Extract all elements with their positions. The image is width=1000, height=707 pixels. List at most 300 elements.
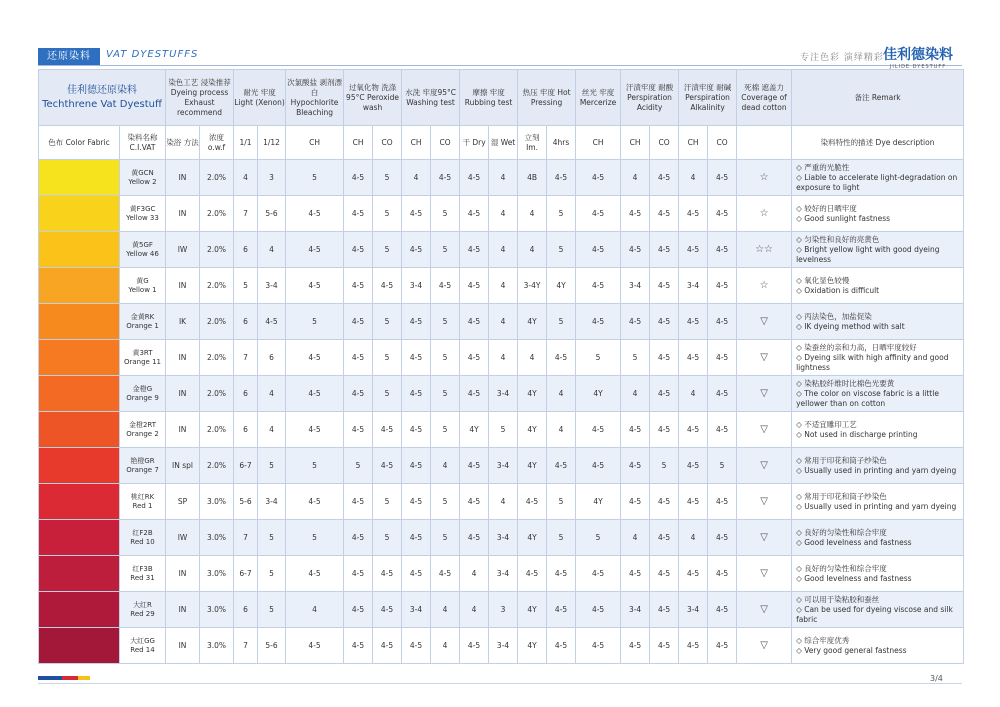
cell-per-ch: 4-5 xyxy=(344,304,373,340)
cell-alk-co: 4-5 xyxy=(708,628,737,664)
cell-l12: 5 xyxy=(258,556,286,592)
cell-dry: 4-5 xyxy=(460,448,489,484)
cell-h4: 4-5 xyxy=(547,448,576,484)
cell-conc: 3.0% xyxy=(200,556,234,592)
cell-wash-ch: 4-5 xyxy=(402,556,431,592)
cell-acid-ch: 4 xyxy=(621,160,650,196)
remark: ◇ 匀染性和良好的亮黄色 ◇ Bright yellow light with good dyeing levelness xyxy=(792,232,964,268)
header-perox: 过氧化物 洗涤95°C Peroxide wash xyxy=(344,70,402,126)
cell-acid-ch: 4-5 xyxy=(621,628,650,664)
cell-imm: 4Y xyxy=(518,520,547,556)
header-rub: 摩擦 牢度 Rubbing test xyxy=(460,70,518,126)
cell-per-ch: 4-5 xyxy=(344,484,373,520)
color-swatch-fill xyxy=(39,160,119,195)
cell-merc: 4-5 xyxy=(576,196,621,232)
color-swatch xyxy=(39,160,120,196)
cell-dry: 4 xyxy=(460,556,489,592)
subheader-color: 色布 Color Fabric xyxy=(39,126,120,160)
cell-imm: 4 xyxy=(518,232,547,268)
cell-wash-ch: 3-4 xyxy=(402,592,431,628)
cell-l1: 5 xyxy=(234,268,258,304)
cell-alk-co: 4-5 xyxy=(708,268,737,304)
cell-per-co: 5 xyxy=(373,232,402,268)
cell-per-ch: 4-5 xyxy=(344,232,373,268)
cell-dry: 4-5 xyxy=(460,160,489,196)
subheader-method: 染浴 方法 xyxy=(166,126,200,160)
remark: ◇ 染粘胶纤维时比棉色光要黄 ◇ The color on viscose fabric is a little yellower than on cotton xyxy=(792,376,964,412)
cell-l1: 6 xyxy=(234,232,258,268)
cell-h4: 4Y xyxy=(547,268,576,304)
cell-wash-co: 5 xyxy=(431,484,460,520)
color-swatch xyxy=(39,340,120,376)
cell-acid-co: 4-5 xyxy=(650,628,679,664)
cell-alk-co: 4-5 xyxy=(708,412,737,448)
cell-wet: 4 xyxy=(489,160,518,196)
cell-wash-ch: 4-5 xyxy=(402,412,431,448)
subheader-per-co: CO xyxy=(373,126,402,160)
color-swatch xyxy=(39,268,120,304)
cell-l1: 7 xyxy=(234,628,258,664)
dye-name: 金黄RK Orange 1 xyxy=(120,304,166,340)
cell-method: IN xyxy=(166,592,200,628)
cell-per-co: 4-5 xyxy=(373,592,402,628)
cell-wet: 3 xyxy=(489,592,518,628)
cell-dry: 4-5 xyxy=(460,484,489,520)
cell-merc: 4-5 xyxy=(576,412,621,448)
cell-acid-co: 4-5 xyxy=(650,304,679,340)
cell-method: IN spl xyxy=(166,448,200,484)
cell-per-co: 5 xyxy=(373,304,402,340)
cell-wash-co: 4 xyxy=(431,592,460,628)
coverage-rating: ▽ xyxy=(737,628,792,664)
cell-hypo: 4-5 xyxy=(286,412,344,448)
header-wash: 水洗 牢度95°C Washing test xyxy=(402,70,460,126)
color-swatch-fill xyxy=(39,592,119,627)
cell-h4: 4 xyxy=(547,412,576,448)
cell-alk-ch: 4-5 xyxy=(679,448,708,484)
header-process: 染色工艺 浸染推荐 Dyeing process Exhaust recommend xyxy=(166,70,234,126)
cell-imm: 4 xyxy=(518,196,547,232)
cell-acid-co: 4-5 xyxy=(650,520,679,556)
cell-hypo: 5 xyxy=(286,304,344,340)
table-row xyxy=(39,592,964,628)
cell-wash-ch: 4-5 xyxy=(402,520,431,556)
color-swatch xyxy=(39,232,120,268)
cell-h4: 5 xyxy=(547,520,576,556)
cell-acid-ch: 4-5 xyxy=(621,412,650,448)
coverage-rating: ☆ xyxy=(737,196,792,232)
subheader-wash-ch: CH xyxy=(402,126,431,160)
cell-alk-ch: 4-5 xyxy=(679,412,708,448)
brand-header: 佳利德还原染料 Techthrene Vat Dyestuff xyxy=(39,70,166,126)
cell-h4: 5 xyxy=(547,232,576,268)
cell-imm: 4Y xyxy=(518,376,547,412)
cell-imm: 3-4Y xyxy=(518,268,547,304)
subheader-wash-co: CO xyxy=(431,126,460,160)
remark: ◇ 丙法染色，加盐促染 ◇ IK dyeing method with salt xyxy=(792,304,964,340)
table-row xyxy=(39,376,964,412)
cell-method: IN xyxy=(166,340,200,376)
dye-name: 黄G Yellow 1 xyxy=(120,268,166,304)
dye-name: 黄GCN Yellow 2 xyxy=(120,160,166,196)
cell-alk-ch: 4-5 xyxy=(679,484,708,520)
cell-alk-ch: 3-4 xyxy=(679,592,708,628)
header-divider xyxy=(38,65,962,66)
cell-l12: 5 xyxy=(258,448,286,484)
cell-wash-ch: 4-5 xyxy=(402,196,431,232)
cell-conc: 2.0% xyxy=(200,412,234,448)
cell-h4: 4-5 xyxy=(547,340,576,376)
cell-alk-ch: 3-4 xyxy=(679,268,708,304)
cell-acid-co: 4-5 xyxy=(650,340,679,376)
cell-per-co: 4-5 xyxy=(373,412,402,448)
cell-wet: 3-4 xyxy=(489,376,518,412)
color-swatch xyxy=(39,592,120,628)
cell-wash-co: 5 xyxy=(431,520,460,556)
cell-alk-co: 4-5 xyxy=(708,376,737,412)
header-alk: 汗渍牢度 耐碱 Perspiration Alkalinity xyxy=(679,70,737,126)
cell-dry: 4-5 xyxy=(460,376,489,412)
table-row xyxy=(39,268,964,304)
cell-wash-co: 4-5 xyxy=(431,268,460,304)
cell-merc: 4-5 xyxy=(576,232,621,268)
color-swatch xyxy=(39,448,120,484)
cell-merc: 5 xyxy=(576,520,621,556)
cell-per-co: 4-5 xyxy=(373,556,402,592)
cell-wash-co: 5 xyxy=(431,196,460,232)
cell-h4: 4-5 xyxy=(547,160,576,196)
section-title: VAT DYESTUFFS xyxy=(106,49,199,60)
cell-dry: 4-5 xyxy=(460,304,489,340)
subheader-hypo: CH xyxy=(286,126,344,160)
color-swatch-fill xyxy=(39,448,119,483)
dye-fastness-table xyxy=(38,69,964,664)
cell-per-ch: 4-5 xyxy=(344,160,373,196)
cell-imm: 4Y xyxy=(518,592,547,628)
cell-per-ch: 4-5 xyxy=(344,376,373,412)
cell-acid-co: 4-5 xyxy=(650,412,679,448)
cell-l1: 5-6 xyxy=(234,484,258,520)
cell-per-ch: 4-5 xyxy=(344,556,373,592)
cell-wash-ch: 3-4 xyxy=(402,268,431,304)
cell-wash-ch: 4-5 xyxy=(402,376,431,412)
cell-method: IW xyxy=(166,232,200,268)
subheader-acid-ch: CH xyxy=(621,126,650,160)
cell-method: IN xyxy=(166,376,200,412)
remark: ◇ 常用于印花和筒子纱染色 ◇ Usually used in printing and yarn dyeing xyxy=(792,448,964,484)
cell-per-ch: 4-5 xyxy=(344,268,373,304)
dye-name: 红F2B Red 10 xyxy=(120,520,166,556)
cell-dry: 4-5 xyxy=(460,628,489,664)
cell-wash-co: 5 xyxy=(431,376,460,412)
subheader-l12: 1/12 xyxy=(258,126,286,160)
color-swatch xyxy=(39,376,120,412)
header-hypo: 次氯酸盐 剥剂漂白 Hypochlorite Bleaching xyxy=(286,70,344,126)
cell-wash-co: 4 xyxy=(431,628,460,664)
subheader-desc: 染料特性的描述 Dye description xyxy=(792,126,964,160)
subheader-per-ch: CH xyxy=(344,126,373,160)
cell-l1: 7 xyxy=(234,340,258,376)
cell-acid-ch: 4-5 xyxy=(621,304,650,340)
cell-per-ch: 4-5 xyxy=(344,628,373,664)
subheader-cover xyxy=(737,126,792,160)
footer-bar-red xyxy=(62,676,78,680)
cell-acid-co: 5 xyxy=(650,448,679,484)
remark: ◇ 良好的匀染性和综合牢度 ◇ Good levelness and fastness xyxy=(792,556,964,592)
color-swatch xyxy=(39,196,120,232)
cell-acid-co: 4-5 xyxy=(650,376,679,412)
remark: ◇ 综合牢度优秀 ◇ Very good general fastness xyxy=(792,628,964,664)
color-swatch xyxy=(39,484,120,520)
cell-l12: 4 xyxy=(258,232,286,268)
cell-wash-ch: 4-5 xyxy=(402,448,431,484)
header-acid: 汗渍牢度 耐酸 Perspiration Acidity xyxy=(621,70,679,126)
cell-alk-co: 4-5 xyxy=(708,484,737,520)
cell-l1: 6 xyxy=(234,412,258,448)
cell-acid-ch: 3-4 xyxy=(621,592,650,628)
cell-l12: 5 xyxy=(258,520,286,556)
cell-acid-co: 4-5 xyxy=(650,232,679,268)
subheader-wet: 湿 Wet xyxy=(489,126,518,160)
cell-l1: 6 xyxy=(234,376,258,412)
cell-per-ch: 4-5 xyxy=(344,412,373,448)
color-swatch-fill xyxy=(39,196,119,231)
subheader-alk-co: CO xyxy=(708,126,737,160)
cell-merc: 5 xyxy=(576,340,621,376)
cell-conc: 3.0% xyxy=(200,628,234,664)
cell-per-ch: 4-5 xyxy=(344,196,373,232)
cell-acid-ch: 4-5 xyxy=(621,448,650,484)
cell-per-ch: 4-5 xyxy=(344,340,373,376)
cell-hypo: 4-5 xyxy=(286,376,344,412)
cell-wash-co: 5 xyxy=(431,304,460,340)
cell-alk-ch: 4-5 xyxy=(679,232,708,268)
color-swatch xyxy=(39,556,120,592)
header-remark: 备注 Remark xyxy=(792,70,964,126)
header-merc: 丝光 牢度 Mercerize xyxy=(576,70,621,126)
cell-wash-co: 5 xyxy=(431,340,460,376)
cell-acid-co: 4-5 xyxy=(650,556,679,592)
cell-h4: 4-5 xyxy=(547,628,576,664)
table-row xyxy=(39,232,964,268)
coverage-rating: ☆ xyxy=(737,160,792,196)
cell-wash-co: 4-5 xyxy=(431,556,460,592)
coverage-rating: ▽ xyxy=(737,556,792,592)
cell-acid-co: 4-5 xyxy=(650,196,679,232)
cell-merc: 4-5 xyxy=(576,160,621,196)
cell-alk-co: 4-5 xyxy=(708,232,737,268)
cell-per-co: 5 xyxy=(373,196,402,232)
cell-conc: 2.0% xyxy=(200,340,234,376)
header-hot: 热压 牢度 Hot Pressing xyxy=(518,70,576,126)
footer-bar-yellow xyxy=(78,676,90,680)
cell-alk-co: 4-5 xyxy=(708,340,737,376)
cell-alk-ch: 4 xyxy=(679,520,708,556)
subheader-l1: 1/1 xyxy=(234,126,258,160)
table-row xyxy=(39,484,964,520)
cell-h4: 5 xyxy=(547,484,576,520)
dye-name: 大红R Red 29 xyxy=(120,592,166,628)
cell-wash-ch: 4-5 xyxy=(402,340,431,376)
cell-alk-co: 4-5 xyxy=(708,160,737,196)
remark: ◇ 染蚕丝的亲和力高，日晒牢度较好 ◇ Dyeing silk with high affinity and good lightness xyxy=(792,340,964,376)
cell-l12: 5-6 xyxy=(258,196,286,232)
subheader-4hrs: 4hrs xyxy=(547,126,576,160)
cell-merc: 4Y xyxy=(576,484,621,520)
coverage-rating: ▽ xyxy=(737,520,792,556)
cell-wet: 4 xyxy=(489,268,518,304)
cell-wet: 4 xyxy=(489,304,518,340)
remark: ◇ 常用于印花和筒子纱染色 ◇ Usually used in printing and yarn dyeing xyxy=(792,484,964,520)
cell-alk-co: 4-5 xyxy=(708,520,737,556)
cell-hypo: 4-5 xyxy=(286,628,344,664)
color-swatch-fill xyxy=(39,340,119,375)
cell-acid-ch: 4 xyxy=(621,376,650,412)
cell-method: IN xyxy=(166,628,200,664)
cell-h4: 4-5 xyxy=(547,592,576,628)
cell-conc: 2.0% xyxy=(200,448,234,484)
cell-conc: 2.0% xyxy=(200,268,234,304)
color-swatch xyxy=(39,520,120,556)
remark: ◇ 氧化显色较慢 ◇ Oxidation is difficult xyxy=(792,268,964,304)
cell-hypo: 4 xyxy=(286,592,344,628)
cell-l12: 4 xyxy=(258,412,286,448)
cell-conc: 3.0% xyxy=(200,484,234,520)
cell-acid-ch: 4 xyxy=(621,520,650,556)
cell-l1: 6 xyxy=(234,304,258,340)
dye-name: 红F3B Red 31 xyxy=(120,556,166,592)
cell-merc: 4-5 xyxy=(576,304,621,340)
cell-conc: 3.0% xyxy=(200,520,234,556)
cell-method: IN xyxy=(166,268,200,304)
subheader-conc: 浓度 o.w.f xyxy=(200,126,234,160)
cell-acid-ch: 4-5 xyxy=(621,196,650,232)
cell-method: IW xyxy=(166,520,200,556)
cell-wash-ch: 4-5 xyxy=(402,304,431,340)
coverage-rating: ▽ xyxy=(737,412,792,448)
cell-conc: 3.0% xyxy=(200,592,234,628)
cell-hypo: 5 xyxy=(286,448,344,484)
cell-acid-co: 4-5 xyxy=(650,484,679,520)
color-swatch-fill xyxy=(39,628,119,663)
cell-method: IN xyxy=(166,412,200,448)
dye-name: 金橙G Orange 9 xyxy=(120,376,166,412)
color-swatch-fill xyxy=(39,376,119,411)
table-row xyxy=(39,412,964,448)
cell-l1: 4 xyxy=(234,160,258,196)
cell-conc: 2.0% xyxy=(200,304,234,340)
table-row xyxy=(39,628,964,664)
coverage-rating: ▽ xyxy=(737,448,792,484)
cell-acid-ch: 3-4 xyxy=(621,268,650,304)
cell-dry: 4-5 xyxy=(460,268,489,304)
cell-alk-co: 5 xyxy=(708,448,737,484)
cell-acid-ch: 5 xyxy=(621,340,650,376)
cell-wash-co: 4 xyxy=(431,448,460,484)
cell-h4: 4 xyxy=(547,376,576,412)
cell-method: SP xyxy=(166,484,200,520)
cell-per-co: 5 xyxy=(373,484,402,520)
cell-wash-ch: 4 xyxy=(402,160,431,196)
cell-imm: 4Y xyxy=(518,412,547,448)
cell-alk-co: 4-5 xyxy=(708,196,737,232)
cell-wash-ch: 4-5 xyxy=(402,628,431,664)
cell-hypo: 5 xyxy=(286,160,344,196)
cell-imm: 4-5 xyxy=(518,484,547,520)
cell-merc: 4Y xyxy=(576,376,621,412)
cell-alk-co: 4-5 xyxy=(708,304,737,340)
cell-l12: 4-5 xyxy=(258,304,286,340)
cell-h4: 5 xyxy=(547,304,576,340)
coverage-rating: ▽ xyxy=(737,376,792,412)
cell-alk-ch: 4-5 xyxy=(679,304,708,340)
dye-name: 金橙2RT Orange 2 xyxy=(120,412,166,448)
cell-alk-ch: 4-5 xyxy=(679,340,708,376)
cell-wet: 4 xyxy=(489,340,518,376)
section-tag: 还原染料 xyxy=(38,48,100,65)
subheader-merc: CH xyxy=(576,126,621,160)
dye-name: 黄3RT Orange 11 xyxy=(120,340,166,376)
subheader-alk-ch: CH xyxy=(679,126,708,160)
cell-imm: 4B xyxy=(518,160,547,196)
table-row xyxy=(39,556,964,592)
cell-l1: 6-7 xyxy=(234,448,258,484)
cell-per-co: 4-5 xyxy=(373,268,402,304)
cell-dry: 4-5 xyxy=(460,340,489,376)
cell-imm: 4-5 xyxy=(518,556,547,592)
cell-conc: 2.0% xyxy=(200,232,234,268)
table-row xyxy=(39,448,964,484)
slogan: 专注色彩 演绎精彩 xyxy=(800,53,884,63)
coverage-rating: ▽ xyxy=(737,340,792,376)
cell-acid-co: 4-5 xyxy=(650,268,679,304)
cell-wet: 4 xyxy=(489,196,518,232)
cell-per-co: 5 xyxy=(373,160,402,196)
table-row xyxy=(39,196,964,232)
cell-alk-ch: 4-5 xyxy=(679,556,708,592)
cell-acid-ch: 4-5 xyxy=(621,232,650,268)
cell-imm: 4 xyxy=(518,340,547,376)
subheader-acid-co: CO xyxy=(650,126,679,160)
cell-merc: 4-5 xyxy=(576,556,621,592)
cell-l12: 3-4 xyxy=(258,268,286,304)
page-number: 3/4 xyxy=(930,674,943,683)
cell-wet: 3-4 xyxy=(489,520,518,556)
cell-alk-ch: 4-5 xyxy=(679,196,708,232)
cell-acid-co: 4-5 xyxy=(650,160,679,196)
cell-dry: 4-5 xyxy=(460,520,489,556)
cell-per-co: 4-5 xyxy=(373,448,402,484)
cell-hypo: 4-5 xyxy=(286,268,344,304)
remark: ◇ 较好的日晒牢度 ◇ Good sunlight fastness xyxy=(792,196,964,232)
color-swatch-fill xyxy=(39,556,119,591)
remark: ◇ 可以用于染粘胶和蚕丝 ◇ Can be used for dyeing viscose and silk fabric xyxy=(792,592,964,628)
cell-alk-ch: 4 xyxy=(679,376,708,412)
cell-method: IN xyxy=(166,160,200,196)
cell-imm: 4Y xyxy=(518,304,547,340)
subheader-name: 染料名称 C.I.VAT xyxy=(120,126,166,160)
table-row xyxy=(39,304,964,340)
color-swatch xyxy=(39,628,120,664)
cell-hypo: 4-5 xyxy=(286,196,344,232)
cell-hypo: 4-5 xyxy=(286,232,344,268)
company-logo: 佳利德染料 JILIDE DYESTUFF xyxy=(883,47,953,70)
cell-alk-co: 4-5 xyxy=(708,592,737,628)
cell-h4: 4-5 xyxy=(547,556,576,592)
cell-alk-ch: 4-5 xyxy=(679,628,708,664)
cell-wash-co: 4-5 xyxy=(431,160,460,196)
cell-l12: 6 xyxy=(258,340,286,376)
